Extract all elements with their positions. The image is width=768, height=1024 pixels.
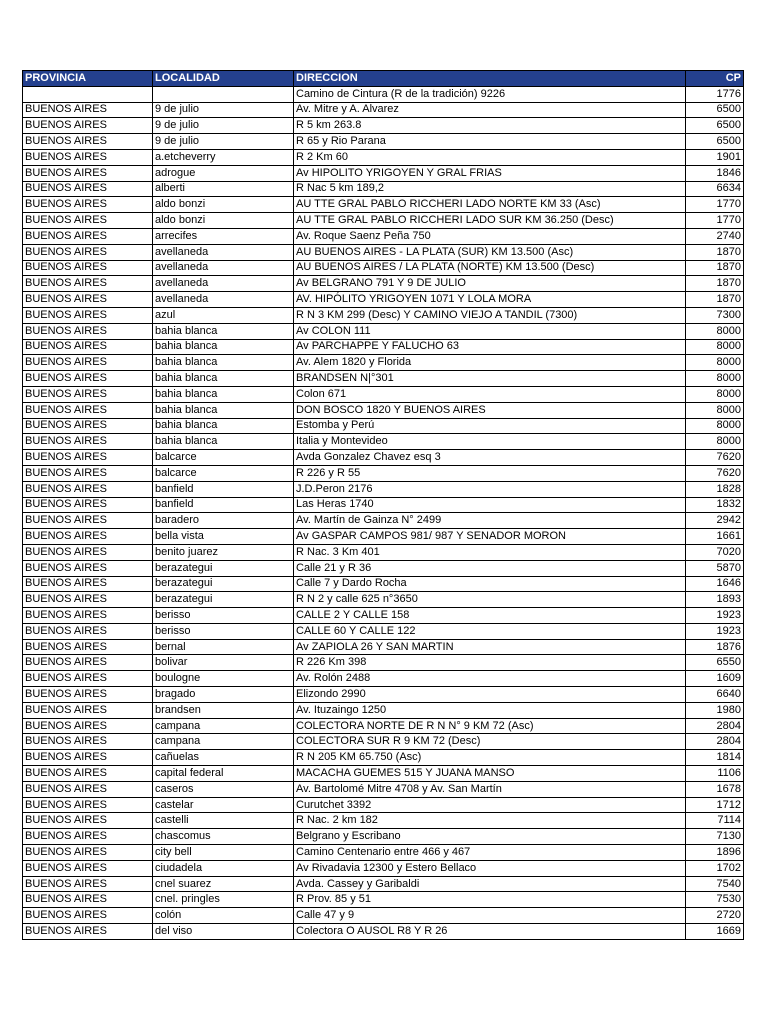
cell-direccion[interactable]: R 226 Km 398 — [294, 655, 686, 671]
cell-direccion[interactable]: R Nac. 2 km 182 — [294, 813, 686, 829]
cell-direccion[interactable]: R Nac 5 km 189,2 — [294, 181, 686, 197]
cell-provincia[interactable]: BUENOS AIRES — [23, 908, 153, 924]
cell-cp[interactable]: 6640 — [686, 687, 744, 703]
cell-localidad[interactable]: bella vista — [153, 529, 294, 545]
cell-provincia[interactable]: BUENOS AIRES — [23, 576, 153, 592]
cell-cp[interactable]: 2720 — [686, 908, 744, 924]
cell-provincia[interactable]: BUENOS AIRES — [23, 197, 153, 213]
column-header-direccion[interactable]: DIRECCION — [294, 71, 686, 87]
cell-direccion[interactable]: Av COLON 111 — [294, 323, 686, 339]
cell-provincia[interactable]: BUENOS AIRES — [23, 244, 153, 260]
cell-cp[interactable]: 7300 — [686, 307, 744, 323]
cell-direccion[interactable]: Av. Alem 1820 y Florida — [294, 355, 686, 371]
cell-cp[interactable]: 7620 — [686, 450, 744, 466]
cell-cp[interactable]: 2804 — [686, 718, 744, 734]
cell-provincia[interactable]: BUENOS AIRES — [23, 529, 153, 545]
cell-direccion[interactable]: DON BOSCO 1820 Y BUENOS AIRES — [294, 402, 686, 418]
table-row — [23, 813, 744, 829]
table-row — [23, 213, 744, 229]
cell-provincia[interactable]: BUENOS AIRES — [23, 892, 153, 908]
cell-direccion[interactable]: CALLE 2 Y CALLE 158 — [294, 608, 686, 624]
cell-cp[interactable]: 1846 — [686, 165, 744, 181]
cell-direccion[interactable]: Italia y Montevideo — [294, 434, 686, 450]
cell-localidad[interactable]: berazategui — [153, 576, 294, 592]
cell-direccion[interactable]: R N 3 KM 299 (Desc) Y CAMINO VIEJO A TANDIL (7300) — [294, 307, 686, 323]
cell-localidad[interactable]: castelli — [153, 813, 294, 829]
cell-localidad[interactable]: capital federal — [153, 766, 294, 782]
table-row — [23, 465, 744, 481]
cell-direccion[interactable]: MACACHA GUEMES 515 Y JUANA MANSO — [294, 766, 686, 782]
table-row — [23, 197, 744, 213]
cell-provincia[interactable]: BUENOS AIRES — [23, 750, 153, 766]
cell-cp[interactable]: 1669 — [686, 924, 744, 940]
cell-localidad[interactable]: brandsen — [153, 702, 294, 718]
table-row — [23, 86, 744, 102]
cell-localidad[interactable]: bahia blanca — [153, 323, 294, 339]
cell-cp[interactable]: 5870 — [686, 560, 744, 576]
cell-provincia[interactable]: BUENOS AIRES — [23, 481, 153, 497]
cell-localidad[interactable]: adrogue — [153, 165, 294, 181]
cell-localidad[interactable]: chascomus — [153, 829, 294, 845]
table-row — [23, 355, 744, 371]
cell-cp[interactable]: 2804 — [686, 734, 744, 750]
cell-localidad[interactable]: avellaneda — [153, 276, 294, 292]
cell-cp[interactable]: 1923 — [686, 608, 744, 624]
table-row — [23, 845, 744, 861]
cell-cp[interactable]: 1870 — [686, 260, 744, 276]
cell-cp[interactable]: 1702 — [686, 860, 744, 876]
table-row — [23, 102, 744, 118]
cell-localidad[interactable]: 9 de julio — [153, 102, 294, 118]
cell-provincia[interactable]: BUENOS AIRES — [23, 181, 153, 197]
cell-direccion[interactable]: Av GASPAR CAMPOS 981/ 987 Y SENADOR MORON — [294, 529, 686, 545]
cell-provincia[interactable]: BUENOS AIRES — [23, 307, 153, 323]
table-row — [23, 908, 744, 924]
table-row — [23, 292, 744, 308]
cell-direccion[interactable]: Colon 671 — [294, 386, 686, 402]
cell-localidad[interactable]: bahia blanca — [153, 339, 294, 355]
cell-cp[interactable]: 1832 — [686, 497, 744, 513]
cell-localidad[interactable]: berazategui — [153, 560, 294, 576]
table-row — [23, 118, 744, 134]
cell-provincia[interactable]: BUENOS AIRES — [23, 276, 153, 292]
cell-cp[interactable]: 1870 — [686, 276, 744, 292]
cell-localidad[interactable]: banfield — [153, 481, 294, 497]
table-row — [23, 402, 744, 418]
column-header-localidad[interactable]: LOCALIDAD — [153, 71, 294, 87]
cell-localidad[interactable]: azul — [153, 307, 294, 323]
cell-localidad[interactable]: berazategui — [153, 592, 294, 608]
cell-direccion[interactable]: Curutchet 3392 — [294, 797, 686, 813]
cell-direccion[interactable]: Las Heras 1740 — [294, 497, 686, 513]
spreadsheet-table — [22, 70, 744, 940]
cell-provincia[interactable]: BUENOS AIRES — [23, 355, 153, 371]
cell-cp[interactable]: 6500 — [686, 118, 744, 134]
cell-provincia[interactable]: BUENOS AIRES — [23, 102, 153, 118]
cell-direccion[interactable]: Av. Rolón 2488 — [294, 671, 686, 687]
table-row — [23, 829, 744, 845]
cell-cp[interactable]: 7020 — [686, 544, 744, 560]
column-header-cp[interactable]: CP — [686, 71, 744, 87]
cell-direccion[interactable]: AV. HIPÓLITO YRIGOYEN 1071 Y LOLA MORA — [294, 292, 686, 308]
cell-provincia[interactable]: BUENOS AIRES — [23, 339, 153, 355]
cell-localidad[interactable]: boulogne — [153, 671, 294, 687]
cell-direccion[interactable]: Calle 47 y 9 — [294, 908, 686, 924]
cell-cp[interactable]: 1609 — [686, 671, 744, 687]
cell-provincia[interactable]: BUENOS AIRES — [23, 323, 153, 339]
cell-cp[interactable]: 6550 — [686, 655, 744, 671]
cell-direccion[interactable]: Av BELGRANO 791 Y 9 DE JULIO — [294, 276, 686, 292]
cell-direccion[interactable]: R 65 y Rio Parana — [294, 134, 686, 150]
cell-cp[interactable]: 8000 — [686, 371, 744, 387]
cell-localidad[interactable]: bahia blanca — [153, 355, 294, 371]
cell-direccion[interactable]: Av. Bartolomé Mitre 4708 y Av. San Martín — [294, 781, 686, 797]
table-row — [23, 924, 744, 940]
cell-cp[interactable]: 1770 — [686, 197, 744, 213]
cell-cp[interactable]: 8000 — [686, 402, 744, 418]
cell-localidad[interactable]: avellaneda — [153, 292, 294, 308]
cell-provincia[interactable]: BUENOS AIRES — [23, 845, 153, 861]
cell-provincia[interactable]: BUENOS AIRES — [23, 608, 153, 624]
table-row — [23, 323, 744, 339]
cell-localidad[interactable]: avellaneda — [153, 244, 294, 260]
cell-cp[interactable]: 1901 — [686, 149, 744, 165]
cell-cp[interactable]: 2740 — [686, 228, 744, 244]
cell-direccion[interactable]: Belgrano y Escribano — [294, 829, 686, 845]
cell-localidad[interactable]: cnel. pringles — [153, 892, 294, 908]
cell-cp[interactable]: 1814 — [686, 750, 744, 766]
cell-cp[interactable]: 7530 — [686, 892, 744, 908]
cell-cp[interactable]: 8000 — [686, 339, 744, 355]
cell-localidad[interactable]: balcarce — [153, 465, 294, 481]
cell-provincia[interactable]: BUENOS AIRES — [23, 592, 153, 608]
cell-cp[interactable]: 1712 — [686, 797, 744, 813]
cell-cp[interactable]: 2942 — [686, 513, 744, 529]
cell-direccion[interactable]: R Nac. 3 Km 401 — [294, 544, 686, 560]
table-row — [23, 450, 744, 466]
cell-direccion[interactable]: Av PARCHAPPE Y FALUCHO 63 — [294, 339, 686, 355]
cell-localidad[interactable]: berisso — [153, 623, 294, 639]
cell-provincia[interactable]: BUENOS AIRES — [23, 639, 153, 655]
cell-provincia[interactable]: BUENOS AIRES — [23, 118, 153, 134]
cell-cp[interactable]: 1923 — [686, 623, 744, 639]
cell-direccion[interactable]: Av. Martín de Gainza N° 2499 — [294, 513, 686, 529]
cell-provincia[interactable]: BUENOS AIRES — [23, 371, 153, 387]
cell-provincia[interactable]: BUENOS AIRES — [23, 228, 153, 244]
table-row — [23, 655, 744, 671]
cell-provincia[interactable]: BUENOS AIRES — [23, 165, 153, 181]
cell-direccion[interactable]: Av. Mitre y A. Alvarez — [294, 102, 686, 118]
cell-localidad[interactable]: castelar — [153, 797, 294, 813]
cell-provincia[interactable]: BUENOS AIRES — [23, 623, 153, 639]
cell-cp[interactable]: 1646 — [686, 576, 744, 592]
cell-direccion[interactable]: Av. Roque Saenz Peña 750 — [294, 228, 686, 244]
cell-localidad[interactable]: campana — [153, 734, 294, 750]
cell-cp[interactable]: 8000 — [686, 323, 744, 339]
table-row — [23, 149, 744, 165]
cell-localidad[interactable]: bahia blanca — [153, 371, 294, 387]
cell-provincia[interactable]: BUENOS AIRES — [23, 829, 153, 845]
cell-provincia[interactable]: BUENOS AIRES — [23, 149, 153, 165]
cell-cp[interactable]: 1661 — [686, 529, 744, 545]
cell-direccion[interactable]: R 5 km 263.8 — [294, 118, 686, 134]
table-body — [23, 86, 744, 939]
table-row — [23, 228, 744, 244]
table-row — [23, 876, 744, 892]
table-row — [23, 134, 744, 150]
cell-cp[interactable]: 6500 — [686, 134, 744, 150]
cell-provincia[interactable]: BUENOS AIRES — [23, 924, 153, 940]
cell-localidad[interactable]: bernal — [153, 639, 294, 655]
cell-direccion[interactable]: AU TTE GRAL PABLO RICCHERI LADO NORTE KM 33 (Asc) — [294, 197, 686, 213]
cell-direccion[interactable]: COLECTORA NORTE DE R N N° 9 KM 72 (Asc) — [294, 718, 686, 734]
table-row — [23, 497, 744, 513]
cell-cp[interactable]: 1770 — [686, 213, 744, 229]
table-row — [23, 718, 744, 734]
cell-cp[interactable]: 8000 — [686, 434, 744, 450]
cell-localidad[interactable]: caseros — [153, 781, 294, 797]
cell-cp[interactable]: 1876 — [686, 639, 744, 655]
cell-cp[interactable]: 1106 — [686, 766, 744, 782]
cell-localidad[interactable]: city bell — [153, 845, 294, 861]
cell-localidad[interactable]: alberti — [153, 181, 294, 197]
table-row — [23, 418, 744, 434]
cell-direccion[interactable]: Calle 21 y R 36 — [294, 560, 686, 576]
cell-localidad[interactable]: 9 de julio — [153, 118, 294, 134]
cell-cp[interactable]: 8000 — [686, 355, 744, 371]
table-row — [23, 797, 744, 813]
cell-localidad[interactable]: bahia blanca — [153, 402, 294, 418]
cell-localidad[interactable]: aldo bonzi — [153, 197, 294, 213]
table-row — [23, 734, 744, 750]
cell-cp[interactable]: 1828 — [686, 481, 744, 497]
table-row — [23, 576, 744, 592]
cell-provincia[interactable]: BUENOS AIRES — [23, 497, 153, 513]
cell-cp[interactable]: 1678 — [686, 781, 744, 797]
cell-localidad[interactable]: colón — [153, 908, 294, 924]
cell-provincia[interactable]: BUENOS AIRES — [23, 671, 153, 687]
cell-localidad[interactable]: benito juarez — [153, 544, 294, 560]
cell-cp[interactable]: 6500 — [686, 102, 744, 118]
cell-provincia[interactable]: BUENOS AIRES — [23, 513, 153, 529]
cell-localidad[interactable]: bragado — [153, 687, 294, 703]
cell-provincia[interactable]: BUENOS AIRES — [23, 292, 153, 308]
cell-direccion[interactable]: Av HIPOLITO YRIGOYEN Y GRAL FRIAS — [294, 165, 686, 181]
cell-provincia[interactable]: BUENOS AIRES — [23, 402, 153, 418]
cell-direccion[interactable]: AU BUENOS AIRES - LA PLATA (SUR) KM 13.500 (Asc) — [294, 244, 686, 260]
cell-direccion[interactable]: AU TTE GRAL PABLO RICCHERI LADO SUR KM 36.250 (Desc) — [294, 213, 686, 229]
cell-direccion[interactable]: Av ZAPIOLA 26 Y SAN MARTIN — [294, 639, 686, 655]
cell-direccion[interactable]: Av Rivadavia 12300 y Estero Bellaco — [294, 860, 686, 876]
cell-provincia[interactable]: BUENOS AIRES — [23, 734, 153, 750]
table-row — [23, 544, 744, 560]
cell-cp[interactable]: 8000 — [686, 418, 744, 434]
cell-localidad[interactable]: 9 de julio — [153, 134, 294, 150]
cell-localidad[interactable]: a.etcheverry — [153, 149, 294, 165]
header-row — [23, 71, 744, 87]
cell-provincia[interactable]: BUENOS AIRES — [23, 213, 153, 229]
cell-provincia[interactable]: BUENOS AIRES — [23, 718, 153, 734]
table-row — [23, 671, 744, 687]
cell-direccion[interactable]: R 226 y R 55 — [294, 465, 686, 481]
table-row — [23, 639, 744, 655]
table-row — [23, 702, 744, 718]
cell-direccion[interactable]: Camino de Cintura (R de la tradición) 9226 — [294, 86, 686, 102]
cell-localidad[interactable]: bolivar — [153, 655, 294, 671]
cell-provincia[interactable]: BUENOS AIRES — [23, 134, 153, 150]
table-row — [23, 592, 744, 608]
cell-provincia[interactable]: BUENOS AIRES — [23, 434, 153, 450]
column-header-provincia[interactable]: PROVINCIA — [23, 71, 153, 87]
cell-provincia[interactable]: BUENOS AIRES — [23, 655, 153, 671]
cell-localidad[interactable]: cnel suarez — [153, 876, 294, 892]
cell-provincia[interactable]: BUENOS AIRES — [23, 418, 153, 434]
cell-direccion[interactable]: Camino Centenario entre 466 y 467 — [294, 845, 686, 861]
cell-provincia[interactable]: BUENOS AIRES — [23, 876, 153, 892]
cell-direccion[interactable]: AU BUENOS AIRES / LA PLATA (NORTE) KM 13.500 (Desc) — [294, 260, 686, 276]
cell-direccion[interactable]: R N 205 KM 65.750 (Asc) — [294, 750, 686, 766]
cell-direccion[interactable]: Elizondo 2990 — [294, 687, 686, 703]
table-row — [23, 892, 744, 908]
cell-direccion[interactable]: R N 2 y calle 625 n°3650 — [294, 592, 686, 608]
cell-direccion[interactable]: Avda. Cassey y Garibaldi — [294, 876, 686, 892]
table-row — [23, 371, 744, 387]
cell-cp[interactable]: 8000 — [686, 386, 744, 402]
cell-direccion[interactable]: J.D.Peron 2176 — [294, 481, 686, 497]
cell-provincia[interactable]: BUENOS AIRES — [23, 860, 153, 876]
table-row — [23, 181, 744, 197]
cell-provincia[interactable]: BUENOS AIRES — [23, 560, 153, 576]
table-row — [23, 276, 744, 292]
cell-provincia[interactable]: BUENOS AIRES — [23, 544, 153, 560]
cell-localidad[interactable]: bahia blanca — [153, 386, 294, 402]
cell-cp[interactable]: 1776 — [686, 86, 744, 102]
cell-provincia[interactable]: BUENOS AIRES — [23, 260, 153, 276]
cell-cp[interactable]: 7114 — [686, 813, 744, 829]
cell-localidad[interactable]: del viso — [153, 924, 294, 940]
cell-provincia[interactable]: BUENOS AIRES — [23, 465, 153, 481]
cell-localidad[interactable]: berisso — [153, 608, 294, 624]
cell-provincia[interactable] — [23, 86, 153, 102]
cell-cp[interactable]: 1980 — [686, 702, 744, 718]
table-row — [23, 750, 744, 766]
cell-provincia[interactable]: BUENOS AIRES — [23, 813, 153, 829]
cell-provincia[interactable]: BUENOS AIRES — [23, 766, 153, 782]
cell-localidad[interactable]: cañuelas — [153, 750, 294, 766]
cell-cp[interactable]: 1870 — [686, 244, 744, 260]
cell-provincia[interactable]: BUENOS AIRES — [23, 702, 153, 718]
cell-provincia[interactable]: BUENOS AIRES — [23, 781, 153, 797]
table-row — [23, 434, 744, 450]
table-row — [23, 260, 744, 276]
cell-direccion[interactable]: Av. Ituzaingo 1250 — [294, 702, 686, 718]
cell-direccion[interactable]: CALLE 60 Y CALLE 122 — [294, 623, 686, 639]
cell-direccion[interactable]: R 2 Km 60 — [294, 149, 686, 165]
cell-direccion[interactable]: Calle 7 y Dardo Rocha — [294, 576, 686, 592]
cell-cp[interactable]: 7620 — [686, 465, 744, 481]
cell-cp[interactable]: 1893 — [686, 592, 744, 608]
cell-localidad[interactable]: banfield — [153, 497, 294, 513]
cell-provincia[interactable]: BUENOS AIRES — [23, 687, 153, 703]
table-row — [23, 513, 744, 529]
table-row — [23, 244, 744, 260]
cell-provincia[interactable]: BUENOS AIRES — [23, 450, 153, 466]
table-row — [23, 860, 744, 876]
table-row — [23, 766, 744, 782]
cell-localidad[interactable]: aldo bonzi — [153, 213, 294, 229]
cell-localidad[interactable]: balcarce — [153, 450, 294, 466]
table-row — [23, 623, 744, 639]
cell-direccion[interactable]: R Prov. 85 y 51 — [294, 892, 686, 908]
table-row — [23, 307, 744, 323]
cell-cp[interactable]: 1870 — [686, 292, 744, 308]
table-row — [23, 781, 744, 797]
table-row — [23, 386, 744, 402]
cell-direccion[interactable]: COLECTORA SUR R 9 KM 72 (Desc) — [294, 734, 686, 750]
table-row — [23, 608, 744, 624]
cell-cp[interactable]: 7130 — [686, 829, 744, 845]
cell-direccion[interactable]: BRANDSEN N|°301 — [294, 371, 686, 387]
cell-localidad[interactable] — [153, 86, 294, 102]
cell-localidad[interactable]: campana — [153, 718, 294, 734]
cell-direccion[interactable]: Colectora O AUSOL R8 Y R 26 — [294, 924, 686, 940]
cell-cp[interactable]: 1896 — [686, 845, 744, 861]
cell-localidad[interactable]: ciudadela — [153, 860, 294, 876]
cell-provincia[interactable]: BUENOS AIRES — [23, 386, 153, 402]
cell-localidad[interactable]: baradero — [153, 513, 294, 529]
cell-provincia[interactable]: BUENOS AIRES — [23, 797, 153, 813]
cell-localidad[interactable]: bahia blanca — [153, 434, 294, 450]
table-row — [23, 481, 744, 497]
cell-cp[interactable]: 6634 — [686, 181, 744, 197]
cell-direccion[interactable]: Estomba y Perú — [294, 418, 686, 434]
table-row — [23, 560, 744, 576]
cell-localidad[interactable]: avellaneda — [153, 260, 294, 276]
cell-cp[interactable]: 7540 — [686, 876, 744, 892]
table-row — [23, 687, 744, 703]
table-row — [23, 339, 744, 355]
cell-direccion[interactable]: Avda Gonzalez Chavez esq 3 — [294, 450, 686, 466]
table-row — [23, 529, 744, 545]
cell-localidad[interactable]: arrecifes — [153, 228, 294, 244]
table-row — [23, 165, 744, 181]
cell-localidad[interactable]: bahia blanca — [153, 418, 294, 434]
